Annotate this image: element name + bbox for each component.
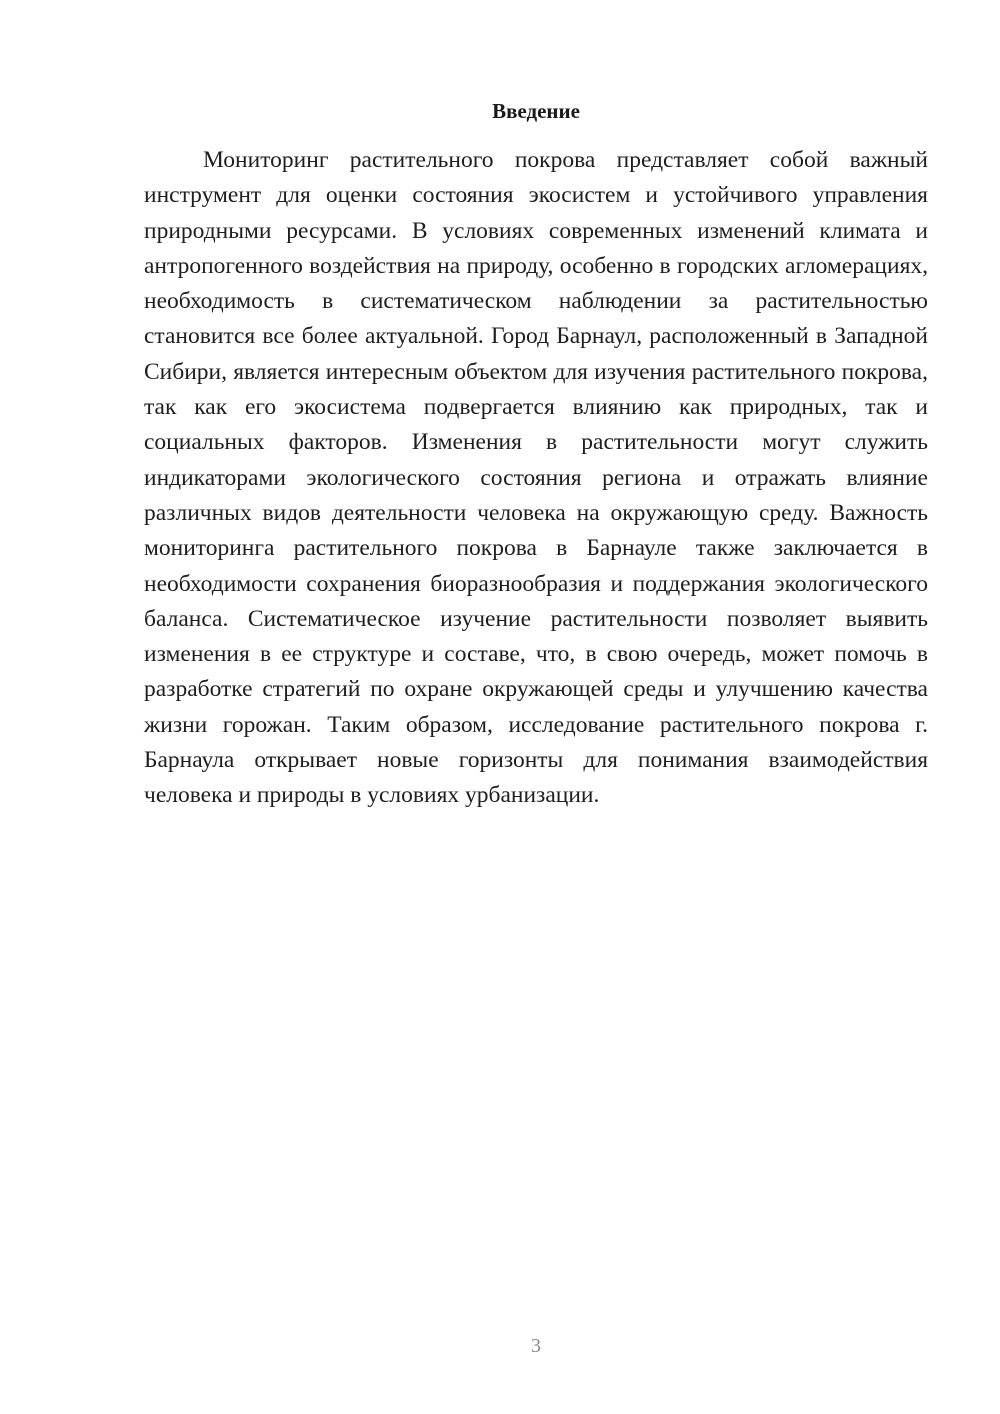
body-paragraph: Мониторинг растительного покрова представляет собой важный инструмент для оценки состояния экосистем и устойчивого управления природными ресурсами. В условиях современных изменений климата и антропогенного воздействия на природу, особенно в городских агломерациях, необходимость в систематическом наблюдении за растительностью становится все более актуальной. Город Барнаул, расположенный в Западной Сибири, является интересным объектом для изучения растительного покрова, так как его экосистема подвергается влиянию как природных, так и социальных факторов. Изменения в растительности могут служить индикаторами экологического состояния региона и отражать влияние различных видов деятельности человека на окружающую среду. Важность мониторинга растительного покрова в Барнауле также заключается в необходимости сохранения биоразнообразия и поддержания экологического баланса. Систематическое изучение растительности позволяет выявить изменения в ее структуре и составе, что, в свою очередь, может помочь в разработке стратегий по охране окружающей среды и улучшению качества жизни горожан. Таким образом, исследование растительного покрова г. Барнаула открывает новые горизонты для понимания взаимодействия человека и природы в условиях урбанизации.	[144, 147, 928, 809]
section-heading: Введение	[492, 99, 580, 123]
page-number: 3	[531, 1335, 541, 1357]
